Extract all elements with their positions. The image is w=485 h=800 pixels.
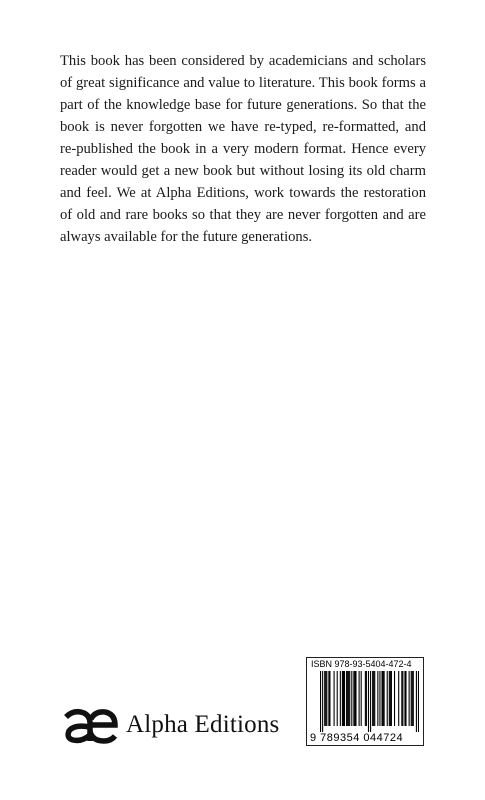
barcode-bar xyxy=(348,671,349,726)
barcode-bar xyxy=(402,671,403,726)
blurb-line: This book has been considered by academicians and scholars xyxy=(60,53,426,69)
barcode-bar xyxy=(373,671,374,726)
barcode-bar xyxy=(347,671,348,726)
barcode-bar xyxy=(416,671,417,732)
barcode-bar xyxy=(346,671,347,726)
blurb-line: of great significance and value to literature. This book forms a xyxy=(60,75,426,91)
barcode-bar xyxy=(320,671,321,732)
barcode-bar xyxy=(328,671,329,726)
barcode-bar xyxy=(354,671,355,726)
barcode-bar xyxy=(353,671,354,726)
barcode-bar xyxy=(359,671,360,726)
barcode-bar xyxy=(366,671,367,726)
barcode-bar xyxy=(337,671,338,726)
barcode-bar xyxy=(322,671,323,732)
barcode-bar xyxy=(365,671,366,726)
barcode-bar xyxy=(370,671,371,732)
barcode-bar xyxy=(374,671,375,726)
blurb-line: reader would get a new book but without losing its old charm xyxy=(60,163,426,179)
barcode-bar xyxy=(401,671,402,726)
barcode-bar xyxy=(384,671,385,726)
barcode-bar xyxy=(368,671,369,732)
barcode-bar xyxy=(411,671,412,726)
barcode-bar xyxy=(390,671,391,726)
blurb-line: always available for the future generations. xyxy=(60,229,313,245)
barcode-bar xyxy=(343,671,344,726)
barcode-bar xyxy=(340,671,341,726)
barcode-bar xyxy=(349,671,350,726)
publisher-logo xyxy=(60,705,279,745)
barcode-bar xyxy=(372,671,373,726)
barcode-bar xyxy=(342,671,343,726)
barcode-bar xyxy=(361,671,362,726)
barcode-bar xyxy=(381,671,382,726)
barcode-bar xyxy=(325,671,326,726)
isbn-barcode xyxy=(306,657,424,746)
barcode-bar xyxy=(383,671,384,726)
barcode-bar xyxy=(324,671,325,726)
barcode-digits: 9 789354 044724 xyxy=(310,732,404,744)
barcode-bar xyxy=(409,671,410,726)
barcode-bar xyxy=(418,671,419,732)
barcode-bar xyxy=(391,671,392,726)
barcode-bars xyxy=(311,671,419,732)
barcode-bar xyxy=(412,671,413,726)
cover-blurb xyxy=(60,50,426,248)
barcode-bar xyxy=(394,671,395,726)
barcode-bar xyxy=(351,671,352,726)
barcode-bar xyxy=(413,671,414,726)
blurb-line: re-published the book in a very modern format. Hence every xyxy=(60,141,426,157)
blurb-line: book is never forgotten we have re-typed, re-formatted, and xyxy=(60,119,426,135)
barcode-bar xyxy=(377,671,378,726)
barcode-bar xyxy=(405,671,406,726)
barcode-bar xyxy=(389,671,390,726)
blurb-line: part of the knowledge base for future generations. So that the xyxy=(60,97,426,113)
blurb-line: and feel. We at Alpha Editions, work towards the restoration xyxy=(60,185,426,201)
barcode-bar xyxy=(326,671,327,726)
ae-ligature-logo-icon xyxy=(60,705,118,745)
barcode-bar xyxy=(329,671,330,726)
barcode-bar xyxy=(379,671,380,726)
blurb-line: of old and rare books so that they are never forgotten and are xyxy=(60,207,426,223)
barcode-bar xyxy=(404,671,405,726)
barcode-bar xyxy=(355,671,356,726)
barcode-bar xyxy=(387,671,388,726)
publisher-name: Alpha Editions xyxy=(126,711,280,738)
barcode-bar xyxy=(334,671,335,726)
barcode-bar xyxy=(344,671,345,726)
isbn-label: ISBN 978-93-5404-472-4 xyxy=(311,659,412,669)
barcode-bar xyxy=(398,671,399,726)
